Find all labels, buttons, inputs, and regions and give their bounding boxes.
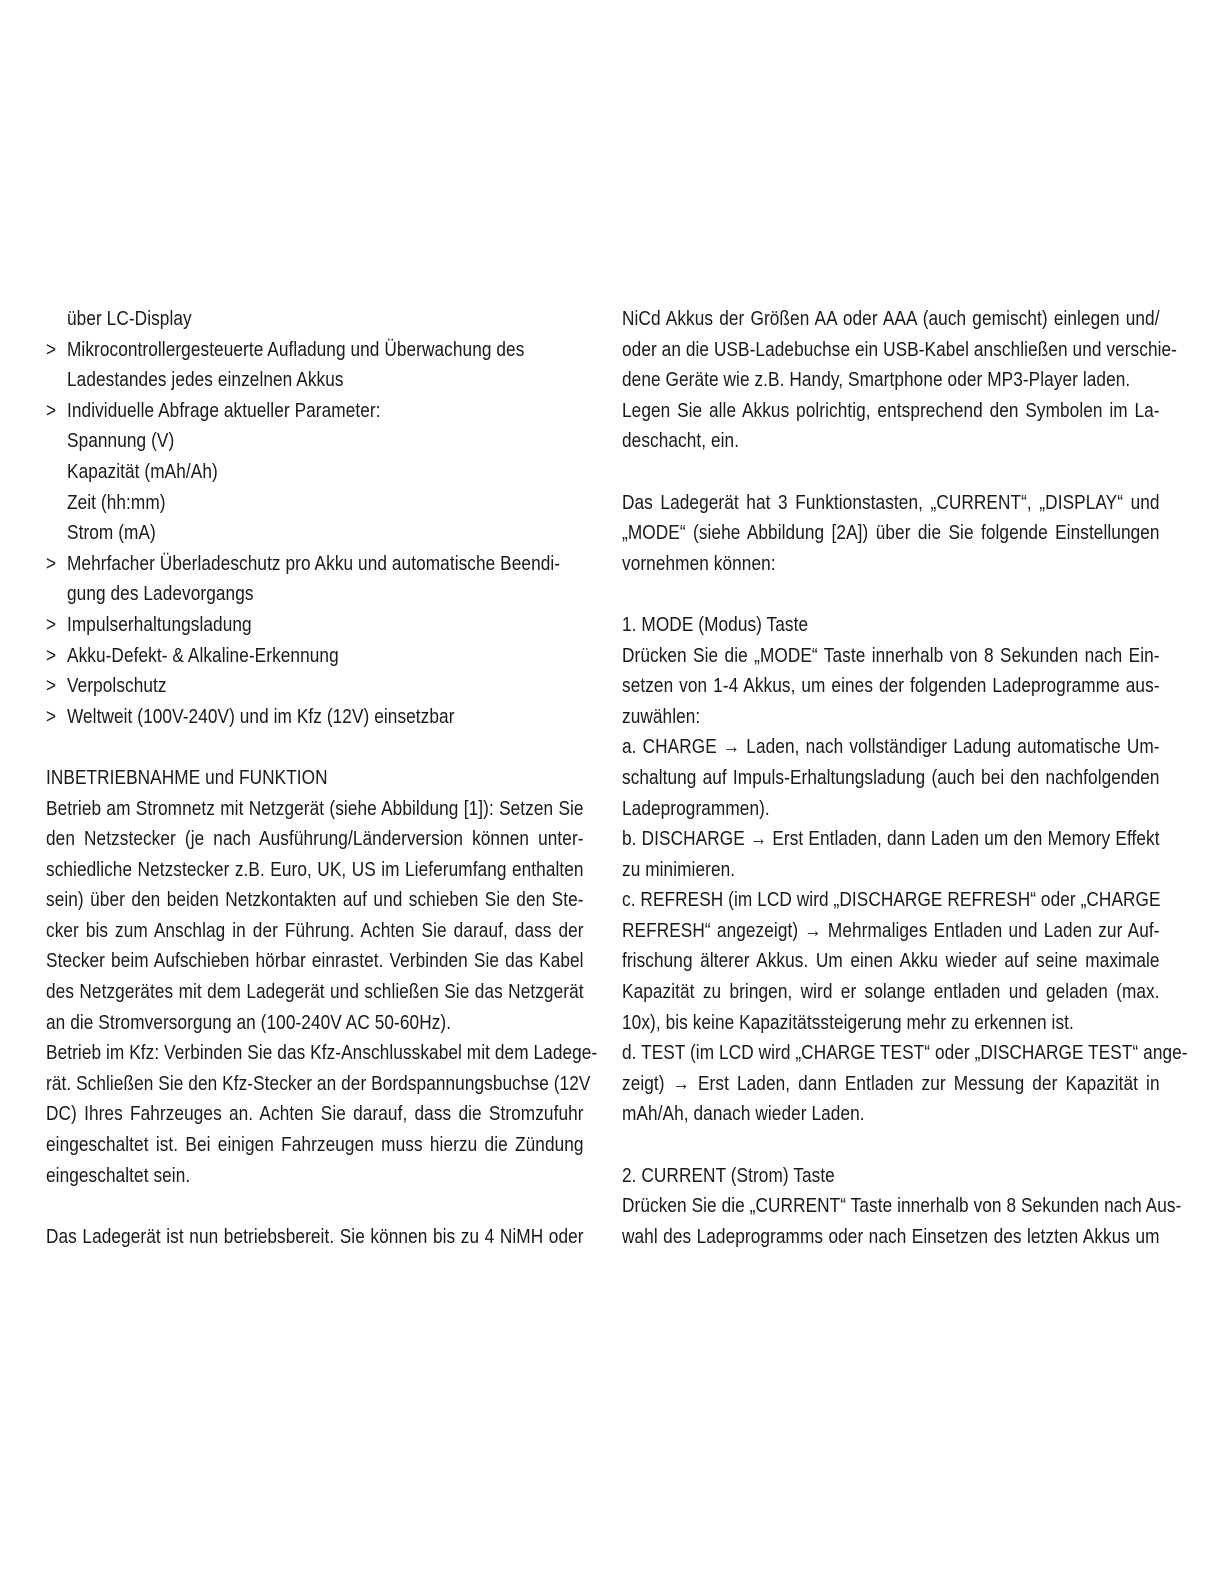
paragraph-line: zu minimieren. bbox=[622, 857, 736, 881]
buttons-paragraph bbox=[622, 488, 1160, 580]
paragraph-line: Stecker beim Aufschieben hörbar einrastet. Verbinden Sie das Kabel bbox=[46, 949, 584, 973]
right-column bbox=[622, 304, 1188, 1252]
paragraph-line: REFRESH“ angezeigt) → Mehrmaliges Entladen und Laden zur Auf- bbox=[622, 918, 1160, 942]
paragraph-line: NiCd Akkus der Größen AA oder AAA (auch gemischt) einlegen und/ bbox=[622, 307, 1160, 330]
feature-text: Verpolschutz bbox=[67, 674, 167, 698]
feature-text: Mikrocontrollergesteuerte Aufladung und Überwachung des bbox=[67, 337, 525, 361]
feature-text: gung des Ladevorgangs bbox=[67, 582, 254, 606]
paragraph-line: Kapazität zu bringen, wird er solange entladen und geladen (max. bbox=[622, 980, 1160, 1004]
mode-option-charge: a. CHARGE → Laden, nach vollständiger Ladung automatische Um- bbox=[622, 735, 1160, 759]
paragraph-line: cker bis zum Anschlag in der Führung. Achten Sie darauf, dass der bbox=[46, 918, 584, 942]
paragraph-line: an die Stromversorgung an (100-240V AC 50-60Hz). bbox=[46, 1010, 452, 1034]
feature-item-defect-detection bbox=[46, 641, 584, 672]
bullet-marker: > bbox=[46, 337, 57, 361]
mode-option-test: d. TEST (im LCD wird „CHARGE TEST“ oder „DISCHARGE TEST“ ange- bbox=[622, 1041, 1188, 1065]
mode-option-refresh: c. REFRESH (im LCD wird „DISCHARGE REFRESH“ oder „CHARGE bbox=[622, 888, 1161, 912]
paragraph-line: schaltung auf Impuls-Erhaltungsladung (auch bei den nachfolgenden bbox=[622, 765, 1160, 789]
paragraph-line: des Netzgerätes mit dem Ladegerät und schließen Sie das Netzgerät bbox=[46, 980, 584, 1004]
paragraph-line: DC) Ihres Fahrzeuges an. Achten Sie darauf, dass die Stromzufuhr bbox=[46, 1102, 584, 1126]
feature-item-trickle bbox=[46, 610, 584, 641]
paragraph-line: Ladeprogrammen). bbox=[622, 796, 770, 820]
feature-text: Weltweit (100V-240V) und im Kfz (12V) einsetzbar bbox=[67, 704, 455, 728]
paragraph-line: dene Geräte wie z.B. Handy, Smartphone oder MP3-Player laden. bbox=[622, 368, 1131, 392]
paragraph-line: rät. Schließen Sie den Kfz-Stecker an der Bordspannungsbuchse (12V bbox=[46, 1071, 591, 1095]
bullet-marker: > bbox=[46, 612, 57, 636]
paragraph-line: schiedliche Netzstecker z.B. Euro, UK, US im Lieferumfang enthalten bbox=[46, 857, 584, 881]
paragraph-line: eingeschaltet sein. bbox=[46, 1163, 191, 1187]
paragraph-line: Legen Sie alle Akkus polrichtig, entsprechend den Symbolen im La- bbox=[622, 398, 1160, 422]
paragraph-line: frischung älterer Akkus. Um einen Akku wieder auf seine maximale bbox=[622, 949, 1160, 973]
ready-paragraph bbox=[46, 1222, 584, 1253]
spacer bbox=[46, 732, 584, 763]
paragraph-line: „MODE“ (siehe Abbildung [2A]) über die Sie folgende Einstellungen bbox=[622, 521, 1160, 545]
paragraph-line: deschacht, ein. bbox=[622, 429, 740, 453]
paragraph-line: oder an die USB-Ladebuchse ein USB-Kabel anschließen und verschie- bbox=[622, 337, 1178, 361]
bullet-marker: > bbox=[46, 704, 57, 728]
paragraph-line: Drücken Sie die „CURRENT“ Taste innerhalb von 8 Sekunden nach Aus- bbox=[622, 1194, 1182, 1218]
feature-item-reverse-polarity bbox=[46, 671, 584, 702]
current-paragraph bbox=[622, 1191, 1182, 1252]
paragraph-line: zuwählen: bbox=[622, 704, 701, 728]
mains-paragraph bbox=[46, 794, 584, 1039]
paragraph-line: Das Ladegerät hat 3 Funktionstasten, „CURRENT“, „DISPLAY“ und bbox=[622, 490, 1160, 514]
intro-continuation: über LC-Display bbox=[67, 307, 192, 330]
mode-heading: 1. MODE (Modus) Taste bbox=[622, 612, 809, 636]
feature-text: Akku-Defekt- & Alkaline-Erkennung bbox=[67, 643, 339, 667]
feature-text: Ladestandes jedes einzelnen Akkus bbox=[67, 368, 344, 392]
ready-continuation bbox=[622, 304, 1178, 457]
bullet-marker: > bbox=[46, 398, 57, 422]
paragraph-line: 10x), bis keine Kapazitätssteigerung mehr zu erkennen ist. bbox=[622, 1010, 1074, 1034]
paragraph-line: vornehmen können: bbox=[622, 551, 776, 575]
feature-text: Mehrfacher Überladeschutz pro Akku und automatische Beendi- bbox=[67, 551, 561, 575]
paragraph-line: Betrieb im Kfz: Verbinden Sie das Kfz-Anschlusskabel mit dem Ladege- bbox=[46, 1041, 598, 1065]
car-paragraph bbox=[46, 1038, 598, 1191]
bullet-marker: > bbox=[46, 643, 57, 667]
feature-text: Individuelle Abfrage aktueller Parameter: bbox=[67, 398, 381, 422]
paragraph-line: Drücken Sie die „MODE“ Taste innerhalb von 8 Sekunden nach Ein- bbox=[622, 643, 1160, 667]
parameter-current: Strom (mA) bbox=[67, 521, 156, 545]
paragraph-line: Das Ladegerät ist nun betriebsbereit. Sie können bis zu 4 NiMH oder bbox=[46, 1224, 584, 1248]
paragraph-line: setzen von 1-4 Akkus, um eines der folgenden Ladeprogramme aus- bbox=[622, 674, 1160, 698]
paragraph-line: sein) über den beiden Netzkontakten auf und schieben Sie den Ste- bbox=[46, 888, 584, 912]
feature-text: Impulserhaltungsladung bbox=[67, 612, 252, 636]
paragraph-line: mAh/Ah, danach wieder Laden. bbox=[622, 1102, 865, 1126]
spacer bbox=[622, 579, 1160, 610]
spacer bbox=[622, 457, 1160, 488]
spacer bbox=[46, 1191, 584, 1222]
bullet-marker: > bbox=[46, 674, 57, 698]
feature-item-monitoring bbox=[46, 335, 584, 396]
mode-option-discharge: b. DISCHARGE → Erst Entladen, dann Laden um den Memory Effekt bbox=[622, 827, 1160, 851]
paragraph-line: Betrieb am Stromnetz mit Netzgerät (siehe Abbildung [1]): Setzen Sie bbox=[46, 796, 584, 820]
mode-paragraph bbox=[622, 641, 1188, 1131]
feature-item-worldwide bbox=[46, 702, 584, 733]
spacer bbox=[622, 1130, 1160, 1161]
parameter-capacity: Kapazität (mAh/Ah) bbox=[67, 459, 218, 483]
paragraph-line: eingeschaltet ist. Bei einigen Fahrzeugen muss hierzu die Zündung bbox=[46, 1133, 584, 1157]
parameter-voltage: Spannung (V) bbox=[67, 429, 175, 453]
current-heading: 2. CURRENT (Strom) Taste bbox=[622, 1163, 835, 1187]
parameter-time: Zeit (hh:mm) bbox=[67, 490, 166, 514]
feature-item-parameters bbox=[46, 396, 584, 549]
feature-item-overcharge bbox=[46, 549, 584, 610]
bullet-marker: > bbox=[46, 551, 57, 575]
section-heading: INBETRIEBNAHME und FUNKTION bbox=[46, 765, 328, 789]
left-column bbox=[46, 304, 598, 1252]
paragraph-line: wahl des Ladeprogramms oder nach Einsetzen des letzten Akkus um bbox=[622, 1224, 1160, 1248]
paragraph-line: den Netzstecker (je nach Ausführung/Länderversion können unter- bbox=[46, 827, 584, 851]
paragraph-line: zeigt) → Erst Laden, dann Entladen zur Messung der Kapazität in bbox=[622, 1071, 1160, 1095]
